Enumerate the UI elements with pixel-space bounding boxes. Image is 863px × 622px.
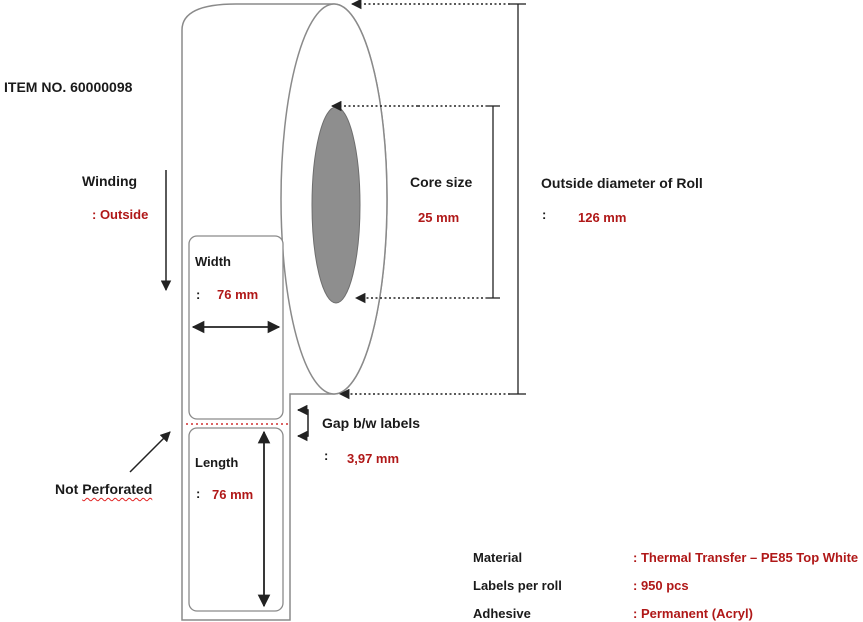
outside-diameter-value: 126 mm — [578, 210, 627, 225]
width-sep: : — [196, 287, 201, 302]
gap-label: Gap b/w labels — [322, 415, 421, 431]
width-label: Width — [195, 254, 231, 269]
spec-adhesive-label: Adhesive — [473, 606, 531, 621]
gap-value: 3,97 mm — [347, 451, 400, 466]
perforation-pointer — [130, 432, 170, 472]
spec-material-label: Material — [473, 550, 523, 565]
core-value: 25 mm — [418, 210, 460, 225]
roll-core — [312, 107, 360, 303]
spec-labels-per-roll-value: : 950 pcs — [633, 578, 689, 593]
spec-material-value: : Thermal Transfer – PE85 Top White — [633, 550, 859, 565]
length-value: 76 mm — [212, 487, 254, 502]
gap-bracket — [298, 410, 308, 436]
spec-labels-per-roll-label: Labels per roll — [473, 578, 562, 593]
winding-value: : Outside — [92, 207, 149, 222]
outside-diameter-label: Outside diameter of Roll — [541, 175, 703, 191]
winding-label: Winding — [82, 173, 138, 189]
outside-diameter-sep: : — [542, 207, 547, 222]
length-sep: : — [196, 486, 201, 501]
core-label: Core size — [410, 174, 473, 190]
not-perforated-label — [55, 481, 152, 497]
not-perforated-word2: Perforated — [82, 481, 153, 497]
width-value: 76 mm — [217, 287, 259, 302]
item-number: ITEM NO. 60000098 — [4, 79, 133, 95]
length-label: Length — [195, 455, 239, 470]
not-perforated-word1: Not — [55, 481, 79, 497]
gap-sep: : — [324, 448, 329, 463]
spec-adhesive-value: : Permanent (Acryl) — [633, 606, 753, 621]
